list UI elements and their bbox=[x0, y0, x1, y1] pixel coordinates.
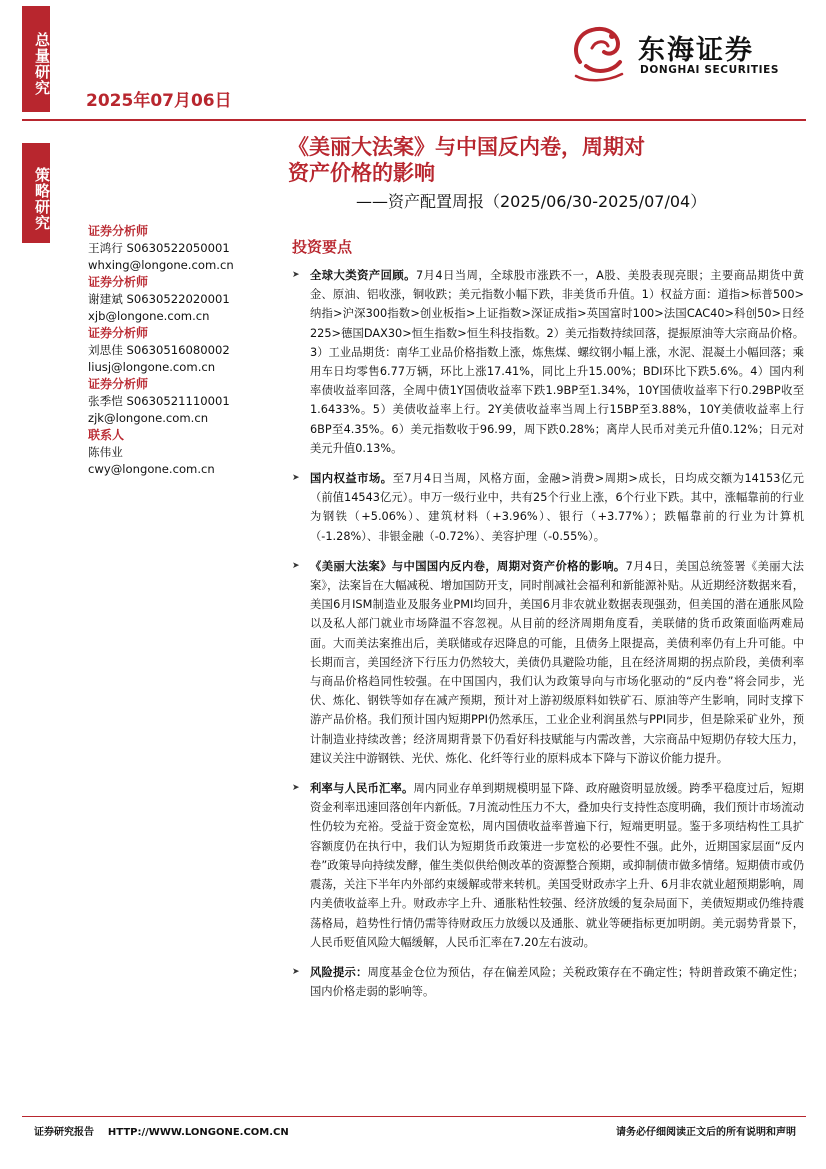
analyst-role: 证券分析师 bbox=[88, 224, 149, 238]
analyst-name: 张季恺 S0630521110001 bbox=[88, 394, 230, 408]
point-body: 周度基金仓位为预估，存在偏差风险；关税政策存在不确定性；特朗普政策不确定性；国内价格走弱的影响等。 bbox=[310, 965, 804, 999]
footer-disclaimer: 请务必仔细阅读正文后的所有说明和声明 bbox=[616, 1127, 796, 1138]
title-line-1: 《美丽大法案》与中国反内卷，周期对 bbox=[288, 135, 645, 159]
contact-email[interactable]: cwy@longone.com.cn bbox=[88, 462, 215, 476]
analyst-entry bbox=[88, 274, 268, 325]
header-divider bbox=[22, 119, 806, 121]
analyst-name: 王鸿行 S0630522050001 bbox=[88, 241, 230, 255]
key-point bbox=[290, 469, 804, 546]
arrow-bullet-icon: ➤ bbox=[292, 966, 300, 977]
point-heading: 利率与人民币汇率。 bbox=[310, 782, 414, 796]
analyst-role: 证券分析师 bbox=[88, 275, 149, 289]
report-title bbox=[288, 134, 808, 186]
analyst-email[interactable]: liusj@longone.com.cn bbox=[88, 360, 216, 374]
arrow-bullet-icon: ➤ bbox=[292, 560, 300, 571]
key-point bbox=[290, 557, 804, 768]
analyst-email[interactable]: whxing@longone.com.cn bbox=[88, 258, 234, 272]
dragon-logo-icon bbox=[566, 22, 632, 86]
key-point bbox=[290, 779, 804, 952]
section-heading: 投资要点 bbox=[292, 238, 353, 256]
point-body: 周内同业存单到期规模明显下降、政府融资明显放缓。跨季平稳度过后，短期资金利率迅速回落创年内新低。7月流动性压力不大，叠加央行支持性态度明确，我们预计市场流动性仍较为充裕。受益于资金宽松，周内国债收益率普遍下行，短端更明显。鉴于多项结构性工具扩容额度仍在执行中，我们认为短期货币政策进一步宽松的必要性不强。此外，近期国家层面“反内卷”政策导向持续发酵，催生类似供给侧改革的资源整合预期，或抑制债市做多情绪。短期债市或仍震荡，关注下半年内外部约束缓解或带来转机。美国受财政赤字上升、6月非农就业超预期影响，周内美债收益率上升。财政赤字上升、通胀粘性较强、经济放缓的复杂局面下，美债短期或仍维持震荡格局，趋势性行情仍需等待财政压力放缓以及通胀、就业等硬指标更加明朗。美元弱势背景下，人民币贬值风险大幅缓解，人民币汇率在7.20左右波动。 bbox=[310, 782, 804, 949]
key-points bbox=[290, 266, 804, 1012]
arrow-bullet-icon: ➤ bbox=[292, 270, 300, 280]
point-body: 至7月4日当周，风格方面，金融>消费>周期>成长，日均成交额为14153亿元（前值14543亿元）。申万一级行业中，共有25个行业上涨，6个行业下跌。其中，涨幅靠前的行业为钢铁（+5.06%）、建筑材料（+3.96%）、银行（+3.77%）；跌幅靠前的行业为计算机（-1.28%）、非银金融（-0.72%）、美容护理（-0.55%）。 bbox=[310, 472, 804, 543]
footer-divider bbox=[22, 1116, 806, 1117]
logo-english-name: DONGHAI SECURITIES bbox=[640, 64, 780, 76]
analyst-entry bbox=[88, 325, 268, 376]
analyst-entry bbox=[88, 376, 268, 427]
point-heading: 风险提示： bbox=[310, 965, 368, 979]
point-body: 7月4日，美国总统签署《美丽大法案》，法案旨在大幅减税、增加国防开支，同时削减社会福利和新能源补贴。从近期经济数据来看，美国6月ISM制造业及服务业PMI均回升，美国6月非农就业数据表现强劲，但美国的潜在通胀风险以及私人部门就业市场降温不容忽视。从目前的经济周期角度看，美联储的货币政策面临两难局面。大而美法案推出后，美联储或存迟降息的可能，且债务上限提高，美债利率仍有上升可能。中长期而言，美国经济下行压力仍然较大，美债仍具避险功能，且在经济周期的拐点阶段，美债利率与商品价格趋同性较强。在中国国内，我们认为政策导向与市场化驱动的“反内卷”将会同步，光伏、炼化、钢铁等如存在减产预期，预计对上游初级原料如铁矿石、原油等产生影响，同时支撑下游产品价格。我们预计国内短期PPI仍然承压，工业企业利润虽然与PPI同步，但是除采矿业外，预计制造业持续改善；经济周期背景下仍看好科技赋能与内需改善，大宗商品中短期仍存较大压力，建议关注中游钢铁、光伏、炼化、化纤等行业的原料成本下降与下游议价能力提升。 bbox=[310, 559, 804, 765]
analyst-email[interactable]: zjk@longone.com.cn bbox=[88, 411, 209, 425]
report-date: 2025年07月06日 bbox=[86, 91, 232, 111]
logo-chinese-name: 东海证券 bbox=[638, 35, 754, 66]
analyst-entry bbox=[88, 223, 268, 274]
report-category-tag: 策略研究 bbox=[22, 143, 50, 243]
arrow-bullet-icon: ➤ bbox=[292, 473, 300, 484]
contact-entry bbox=[88, 427, 268, 478]
report-subtitle: ——资产配置周报（2025/06/30-2025/07/04） bbox=[356, 192, 707, 211]
point-body: 7月4日当周，全球股市涨跌不一，A股、美股表现亮眼；主要商品期货中黄金、原油、铝收涨，铜收跌；美元指数小幅下跌，非美货币升值。1）权益方面：道指>标普500>纳指>沪深300指数>创业板指>上证指数>深证成指>英国富时100>法国CAC40>科创50>日经225>德国DAX30>恒生指数>恒生科技指数。2）美元指数持续回落，提振原油等大宗商品价格。3）工业品期货：南华工业品价格指数上涨，炼焦煤、螺纹钢小幅上涨，水泥、混凝土小幅回落；乘用车日均零售6.77万辆，环比上涨17.41%，同比上升15.00%；BDI环比下跌5.6%。4）国内利率债收益率回落，全周中债1Y国债收益率下跌1.9BP至1.34%，10Y国债收益率下行0.29BP收至1.6433%。5）美债收益率上行。2Y美债收益率当周上行15BP至3.88%，10Y美债收益率上行6BP至4.35%。6）美元指数收于96.99，周下跌0.28%；离岸人民币对美元升值0.12%；日元对美元升值0.13%。 bbox=[310, 269, 804, 455]
contact-role: 联系人 bbox=[88, 428, 125, 442]
arrow-bullet-icon: ➤ bbox=[292, 783, 300, 794]
analyst-name: 谢建斌 S0630522020001 bbox=[88, 292, 230, 306]
analyst-name: 刘思佳 S0630516080002 bbox=[88, 343, 230, 357]
title-line-2: 资产价格的影响 bbox=[288, 161, 435, 185]
analyst-role: 证券分析师 bbox=[88, 377, 149, 391]
analyst-role: 证券分析师 bbox=[88, 326, 149, 340]
analyst-list bbox=[88, 223, 268, 478]
company-logo bbox=[566, 22, 806, 86]
point-heading: 《美丽大法案》与中国国内反内卷，周期对资产价格的影响。 bbox=[310, 559, 626, 573]
footer-website[interactable]: 证券研究报告 HTTP://WWW.LONGONE.COM.CN bbox=[34, 1127, 289, 1138]
analyst-email[interactable]: xjb@longone.com.cn bbox=[88, 309, 210, 323]
point-heading: 国内权益市场。 bbox=[310, 472, 393, 486]
key-point bbox=[290, 963, 804, 1001]
contact-name: 陈伟业 bbox=[88, 445, 123, 459]
key-point bbox=[290, 266, 804, 458]
point-heading: 全球大类资产回顾。 bbox=[310, 269, 416, 282]
report-type-tag: 总量研究 bbox=[22, 6, 50, 112]
